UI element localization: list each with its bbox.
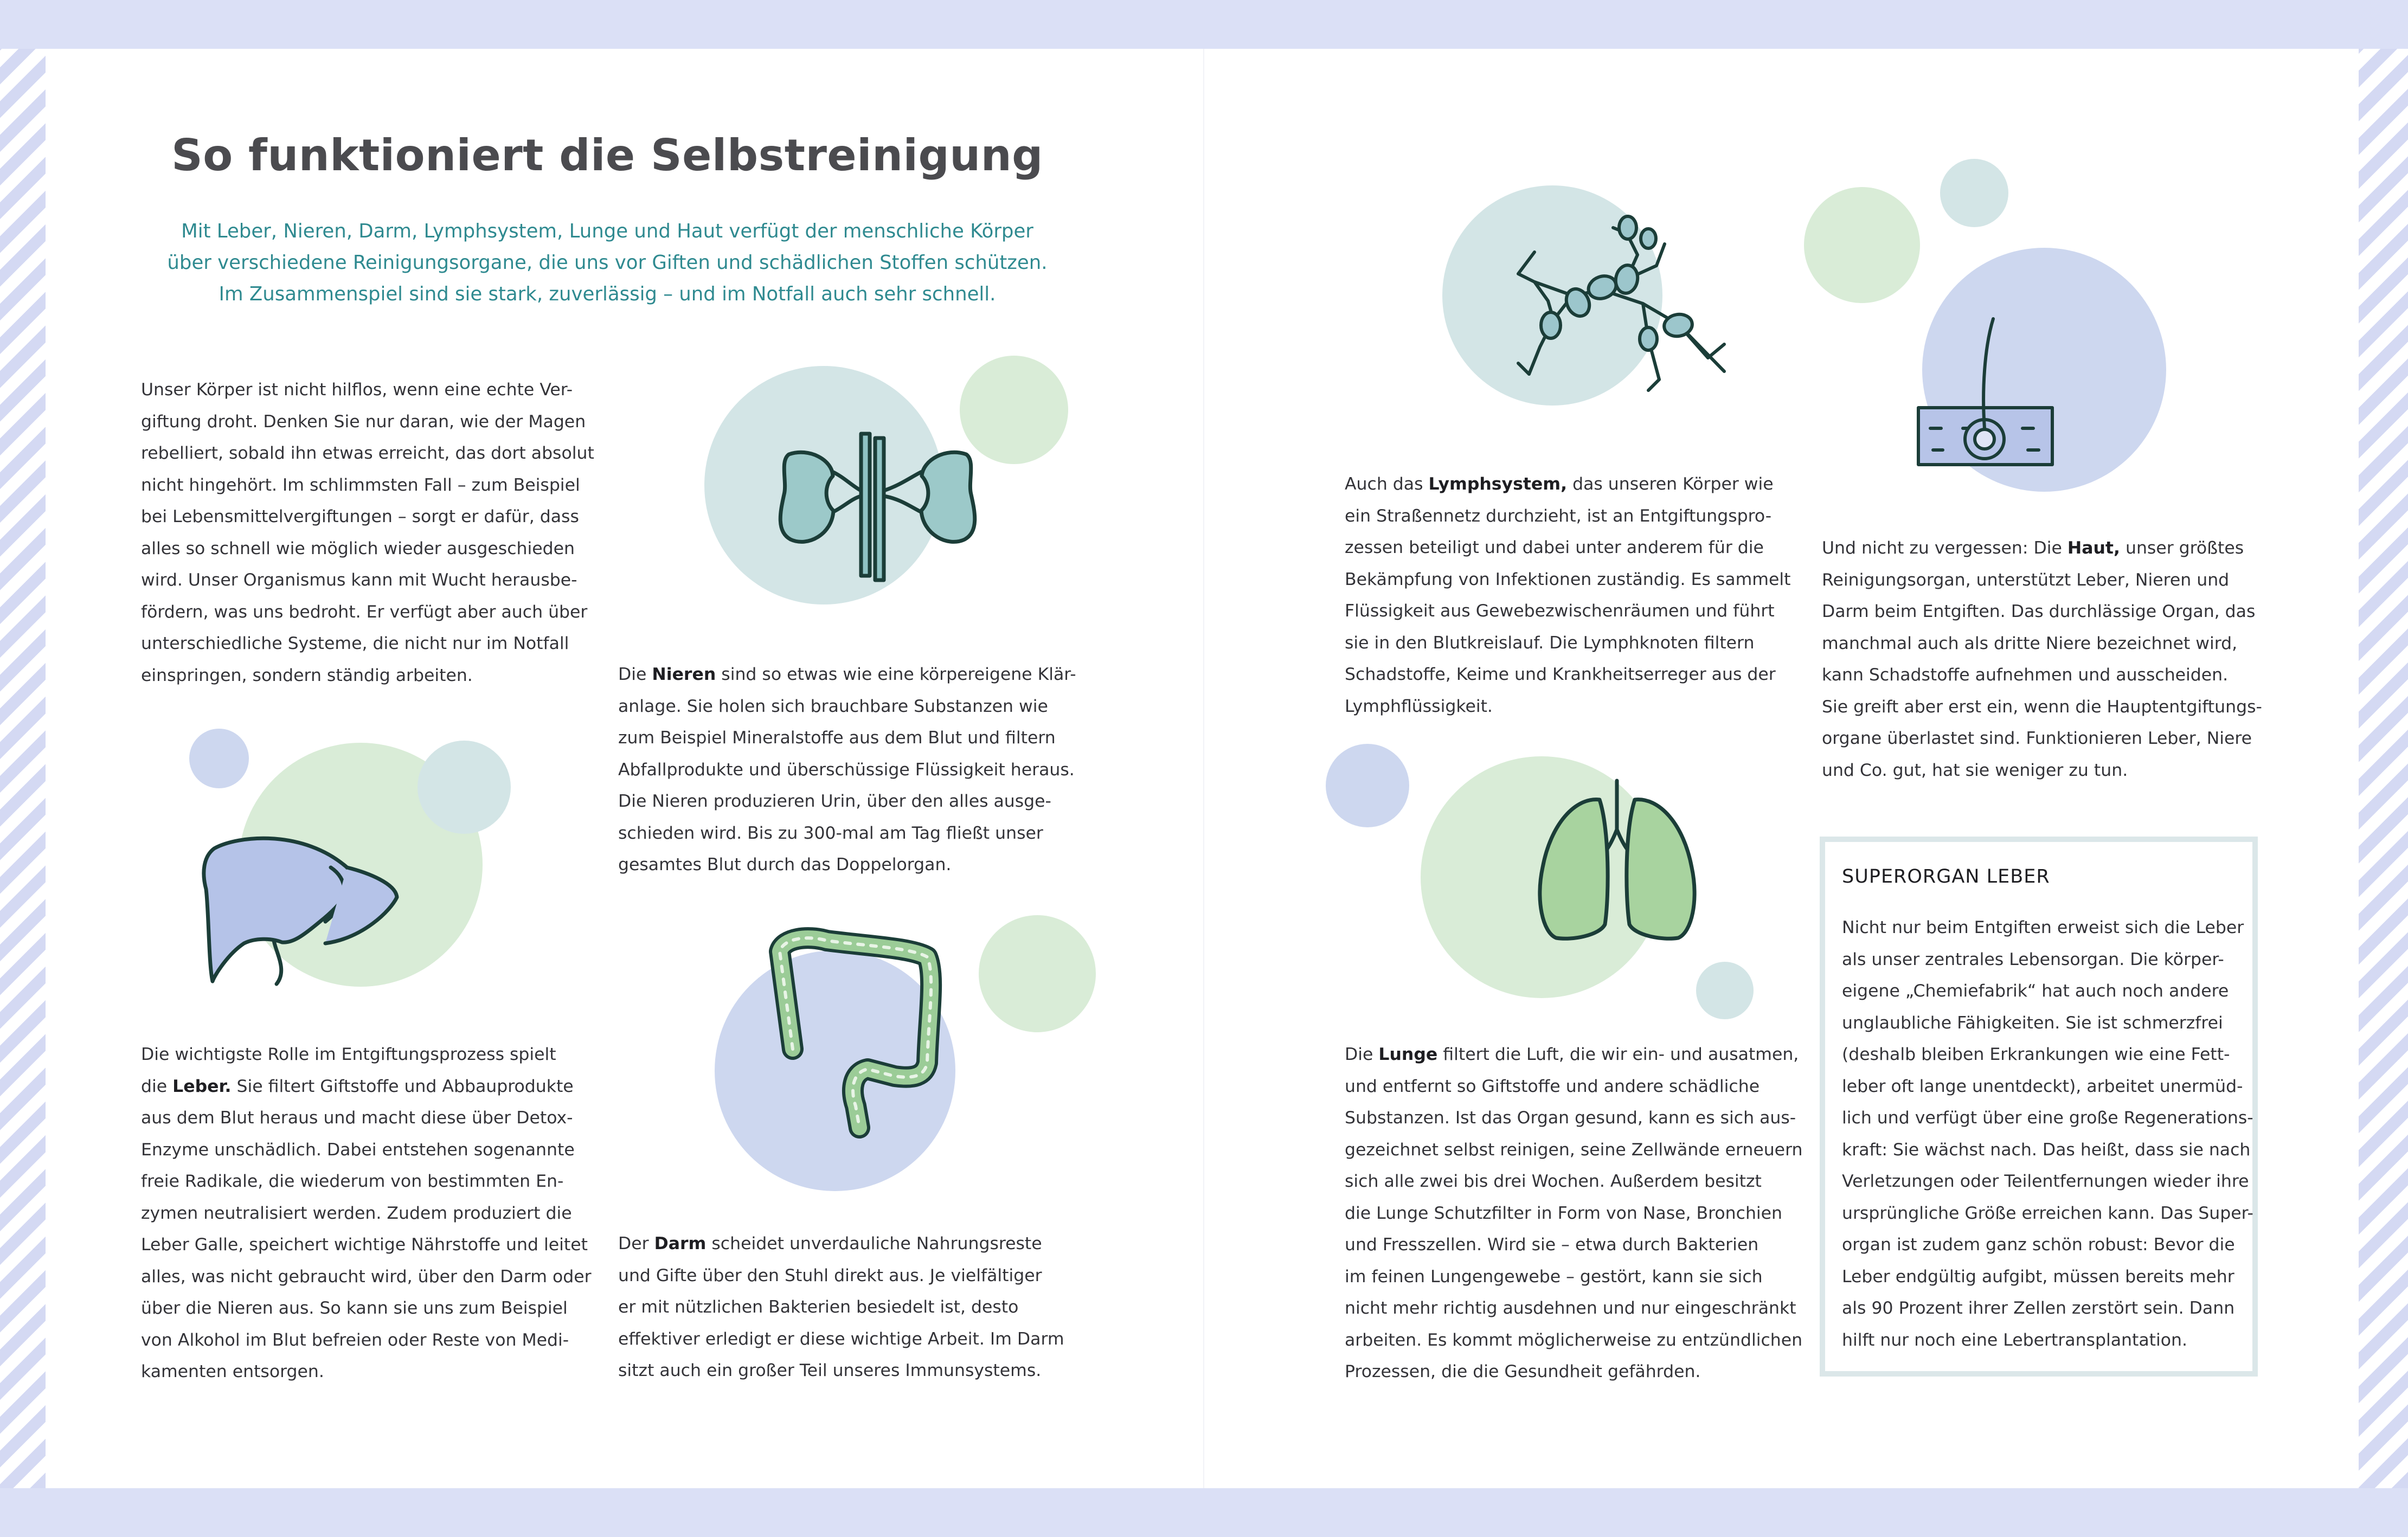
text-line: ein Straßennetz durchzieht, ist an Entgiftungspro- xyxy=(1345,506,1772,526)
text-run: unser größtes xyxy=(2120,538,2244,558)
text-line: nicht hingehört. Im schlimmsten Fall – zum Beispiel xyxy=(141,475,580,495)
text-line: Flüssigkeit aus Gewebezwischenräumen und führt xyxy=(1345,601,1775,621)
decor-circle xyxy=(960,356,1068,464)
nieren-paragraph xyxy=(618,659,1076,881)
decor-circle xyxy=(979,915,1096,1032)
text-line: organ ist zudem ganz schön robust: Bevor die xyxy=(1842,1235,2235,1255)
text-line xyxy=(618,659,1076,691)
text-line: im feinen Lungengewebe – gestört, kann sie sich xyxy=(1345,1266,1763,1287)
text-run: Die xyxy=(1345,1045,1379,1064)
text-line: (deshalb bleiben Erkrankungen wie eine Fett- xyxy=(1842,1045,2230,1064)
keyword-lymphsystem: Lymphsystem, xyxy=(1428,474,1568,494)
text-line: ursprüngliche Größe erreichen kann. Das Super- xyxy=(1842,1203,2253,1223)
decor-circle xyxy=(1696,962,1754,1019)
leber-paragraph xyxy=(141,1039,592,1388)
text-line: Die wichtigste Rolle im Entgiftungsprozess spielt xyxy=(141,1045,556,1064)
text-line: freie Radikale, die wiederum von bestimmten En- xyxy=(141,1172,564,1191)
text-line: giftung droht. Denken Sie nur daran, wie der Magen xyxy=(141,411,586,432)
kidney-illustration xyxy=(704,356,1068,604)
text-line: zessen beteiligt und dabei unter anderem für die xyxy=(1345,538,1764,557)
text-line: und Gifte über den Stuhl direkt aus. Je vielfältiger xyxy=(618,1265,1042,1285)
text-line: und Fresszellen. Wird sie – etwa durch Bakterien xyxy=(1345,1235,1759,1255)
skin-illustration xyxy=(1804,159,2166,492)
keyword-leber: Leber. xyxy=(172,1076,232,1096)
text-line: die Lunge Schutzfilter in Form von Nase, Bronchien xyxy=(1345,1203,1783,1223)
text-run: Sie filtert Giftstoffe und Abbauprodukte xyxy=(231,1076,574,1096)
text-line xyxy=(141,1071,592,1103)
text-line: manchmal auch als dritte Niere bezeichnet wird, xyxy=(1822,633,2238,653)
text-line: Verletzungen oder Teilentfernungen wieder ihre xyxy=(1842,1172,2249,1191)
text-line: und entfernt so Giftstoffe und andere schädliche xyxy=(1345,1076,1760,1096)
text-line: bei Lebensmittelvergiftungen – sorgt er dafür, dass xyxy=(141,507,579,526)
decor-circle xyxy=(1326,744,1409,827)
text-line: Lymphflüssigkeit. xyxy=(1345,696,1493,716)
text-line: einspringen, sondern ständig arbeiten. xyxy=(141,665,473,685)
text-line: rebelliert, sobald ihn etwas erreicht, das dort absolut xyxy=(141,443,594,463)
text-line xyxy=(1822,532,2262,564)
text-run: Auch das xyxy=(1345,474,1429,494)
text-line: lich und verfügt über eine große Regenerations- xyxy=(1842,1108,2253,1128)
text-line: schieden wird. Bis zu 300-mal am Tag fließt unser xyxy=(618,823,1043,843)
text-line: kraft: Sie wächst nach. Das heißt, dass sie nach xyxy=(1842,1140,2251,1160)
text-line: hilft nur noch eine Lebertransplantation. xyxy=(1842,1330,2187,1350)
text-run: die xyxy=(141,1076,173,1096)
text-run: filtert die Luft, die wir ein- und ausatmen, xyxy=(1437,1045,1799,1064)
text-line xyxy=(618,1228,1064,1260)
text-line: anlage. Sie holen sich brauchbare Substanzen wie xyxy=(618,696,1048,716)
text-line: Reinigungsorgan, unterstützt Leber, Nieren und xyxy=(1822,570,2230,590)
decor-circle xyxy=(418,741,511,834)
darm-paragraph xyxy=(618,1228,1064,1387)
text-run: Und nicht zu vergessen: Die xyxy=(1822,538,2067,558)
text-line: als unser zentrales Lebensorgan. Die körper- xyxy=(1842,949,2224,969)
text-line: Prozessen, die die Gesundheit gefährden. xyxy=(1345,1362,1701,1381)
text-line: unglaubliche Fähigkeiten. Sie ist schmerzfrei xyxy=(1842,1013,2223,1033)
text-line: als 90 Prozent ihrer Zellen zerstört sein. Dann xyxy=(1842,1298,2235,1318)
text-line: Unser Körper ist nicht hilflos, wenn eine echte Ver- xyxy=(141,380,573,400)
text-line: sich alle zwei bis drei Wochen. Außerdem besitzt xyxy=(1345,1172,1762,1191)
text-line: organe überlastet sind. Funktionieren Leber, Niere xyxy=(1822,729,2252,748)
text-run: Der xyxy=(618,1234,654,1253)
liver-illustration xyxy=(189,729,511,987)
text-line: kamenten entsorgen. xyxy=(141,1362,324,1381)
intro-paragraph xyxy=(141,374,594,691)
text-line: fördern, was uns bedroht. Er verfügt aber auch über xyxy=(141,602,588,622)
text-line: über die Nieren aus. So kann sie uns zum Beispiel xyxy=(141,1298,568,1318)
intro-line: über verschiedene Reinigungsorgane, die uns vor Giften und schädlichen Stoffen schützen. xyxy=(167,252,1048,274)
intro-line: Mit Leber, Nieren, Darm, Lymphsystem, Lunge und Haut verfügt der menschliche Körper xyxy=(181,220,1033,242)
intro-text xyxy=(92,216,1122,310)
text-line: zum Beispiel Mineralstoffe aus dem Blut und filtern xyxy=(618,728,1056,748)
text-line: sie in den Blutkreislauf. Die Lymphknoten filtern xyxy=(1345,633,1755,653)
text-line: Nicht nur beim Entgiften erweist sich die Leber xyxy=(1842,918,2244,937)
text-line: er mit nützlichen Bakterien besiedelt ist, desto xyxy=(618,1297,1019,1317)
text-line: Substanzen. Ist das Organ gesund, kann es sich aus- xyxy=(1345,1108,1796,1128)
lunge-paragraph xyxy=(1345,1039,1802,1388)
decor-circle xyxy=(189,729,249,788)
intro-line: Im Zusammenspiel sind sie stark, zuverlässig – und im Notfall auch sehr schnell. xyxy=(219,283,996,305)
text-line: von Alkohol im Blut befreien oder Reste von Medi- xyxy=(141,1330,569,1350)
decor-circle xyxy=(1804,187,1920,303)
text-line: gezeichnet selbst reinigen, seine Zellwände erneuern xyxy=(1345,1140,1803,1160)
text-line: eigene „Chemiefabrik“ hat auch noch andere xyxy=(1842,981,2229,1001)
text-line: kann Schadstoffe aufnehmen und ausscheiden. xyxy=(1822,665,2229,685)
text-line: alles so schnell wie möglich wieder ausgeschieden xyxy=(141,538,575,558)
page-title: So funktioniert die Selbstreinigung xyxy=(171,130,1043,181)
text-line: Enzyme unschädlich. Dabei entstehen sogenannte xyxy=(141,1140,575,1160)
text-line: wird. Unser Organismus kann mit Wucht herausbe- xyxy=(141,570,577,590)
text-line: arbeiten. Es kommt möglicherweise zu entzündlichen xyxy=(1345,1330,1803,1350)
text-run: sind so etwas wie eine körpereigene Klär- xyxy=(716,665,1076,684)
text-line: Leber endgültig aufgibt, müssen bereits mehr xyxy=(1842,1266,2234,1287)
text-line: zymen neutralisiert werden. Zudem produziert die xyxy=(141,1203,572,1223)
text-line: Bekämpfung von Infektionen zuständig. Es sammelt xyxy=(1345,569,1791,589)
box-title: SUPERORGAN LEBER xyxy=(1842,866,2050,888)
text-run: das unseren Körper wie xyxy=(1567,474,1774,494)
haut-paragraph xyxy=(1822,532,2262,786)
text-run: scheidet unverdauliche Nahrungsreste xyxy=(706,1234,1042,1253)
decor-circle xyxy=(1940,159,2008,227)
lungs-illustration xyxy=(1326,744,1754,1019)
lymph-paragraph xyxy=(1345,468,1790,722)
text-line: sitzt auch ein großer Teil unseres Immunsystems. xyxy=(618,1361,1042,1380)
text-line: leber oft lange unentdeckt), arbeitet unermüd- xyxy=(1842,1076,2243,1096)
intestine-illustration xyxy=(715,915,1096,1191)
lymph-illustration xyxy=(1442,185,1724,406)
text-line xyxy=(1345,1039,1802,1071)
text-line: und Co. gut, hat sie weniger zu tun. xyxy=(1822,760,2128,780)
text-line: Schadstoffe, Keime und Krankheitserreger aus der xyxy=(1345,665,1776,684)
text-line: aus dem Blut heraus und macht diese über Detox- xyxy=(141,1108,573,1128)
text-line: gesamtes Blut durch das Doppelorgan. xyxy=(618,855,952,874)
keyword-haut: Haut, xyxy=(2067,538,2120,558)
text-line: Leber Galle, speichert wichtige Nährstoffe und leitet xyxy=(141,1235,588,1255)
text-line: Sie greift aber erst ein, wenn die Hauptentgiftungs- xyxy=(1822,697,2262,717)
box-text xyxy=(1842,912,2253,1356)
keyword-lunge: Lunge xyxy=(1378,1045,1438,1064)
text-line: Die Nieren produzieren Urin, über den alles ausge- xyxy=(618,792,1051,811)
text-line: nicht mehr richtig ausdehnen und nur eingeschränkt xyxy=(1345,1298,1796,1318)
keyword-nieren: Nieren xyxy=(652,665,716,684)
text-run: Die xyxy=(618,665,652,684)
keyword-darm: Darm xyxy=(654,1234,707,1253)
text-line: alles, was nicht gebraucht wird, über den Darm oder xyxy=(141,1266,592,1287)
text-line: effektiver erledigt er diese wichtige Arbeit. Im Darm xyxy=(618,1329,1064,1349)
text-line xyxy=(1345,468,1790,500)
text-line: unterschiedliche Systeme, die nicht nur im Notfall xyxy=(141,634,569,653)
text-line: Darm beim Entgiften. Das durchlässige Organ, das xyxy=(1822,602,2256,621)
text-line: Abfallprodukte und überschüssige Flüssigkeit heraus. xyxy=(618,760,1075,780)
